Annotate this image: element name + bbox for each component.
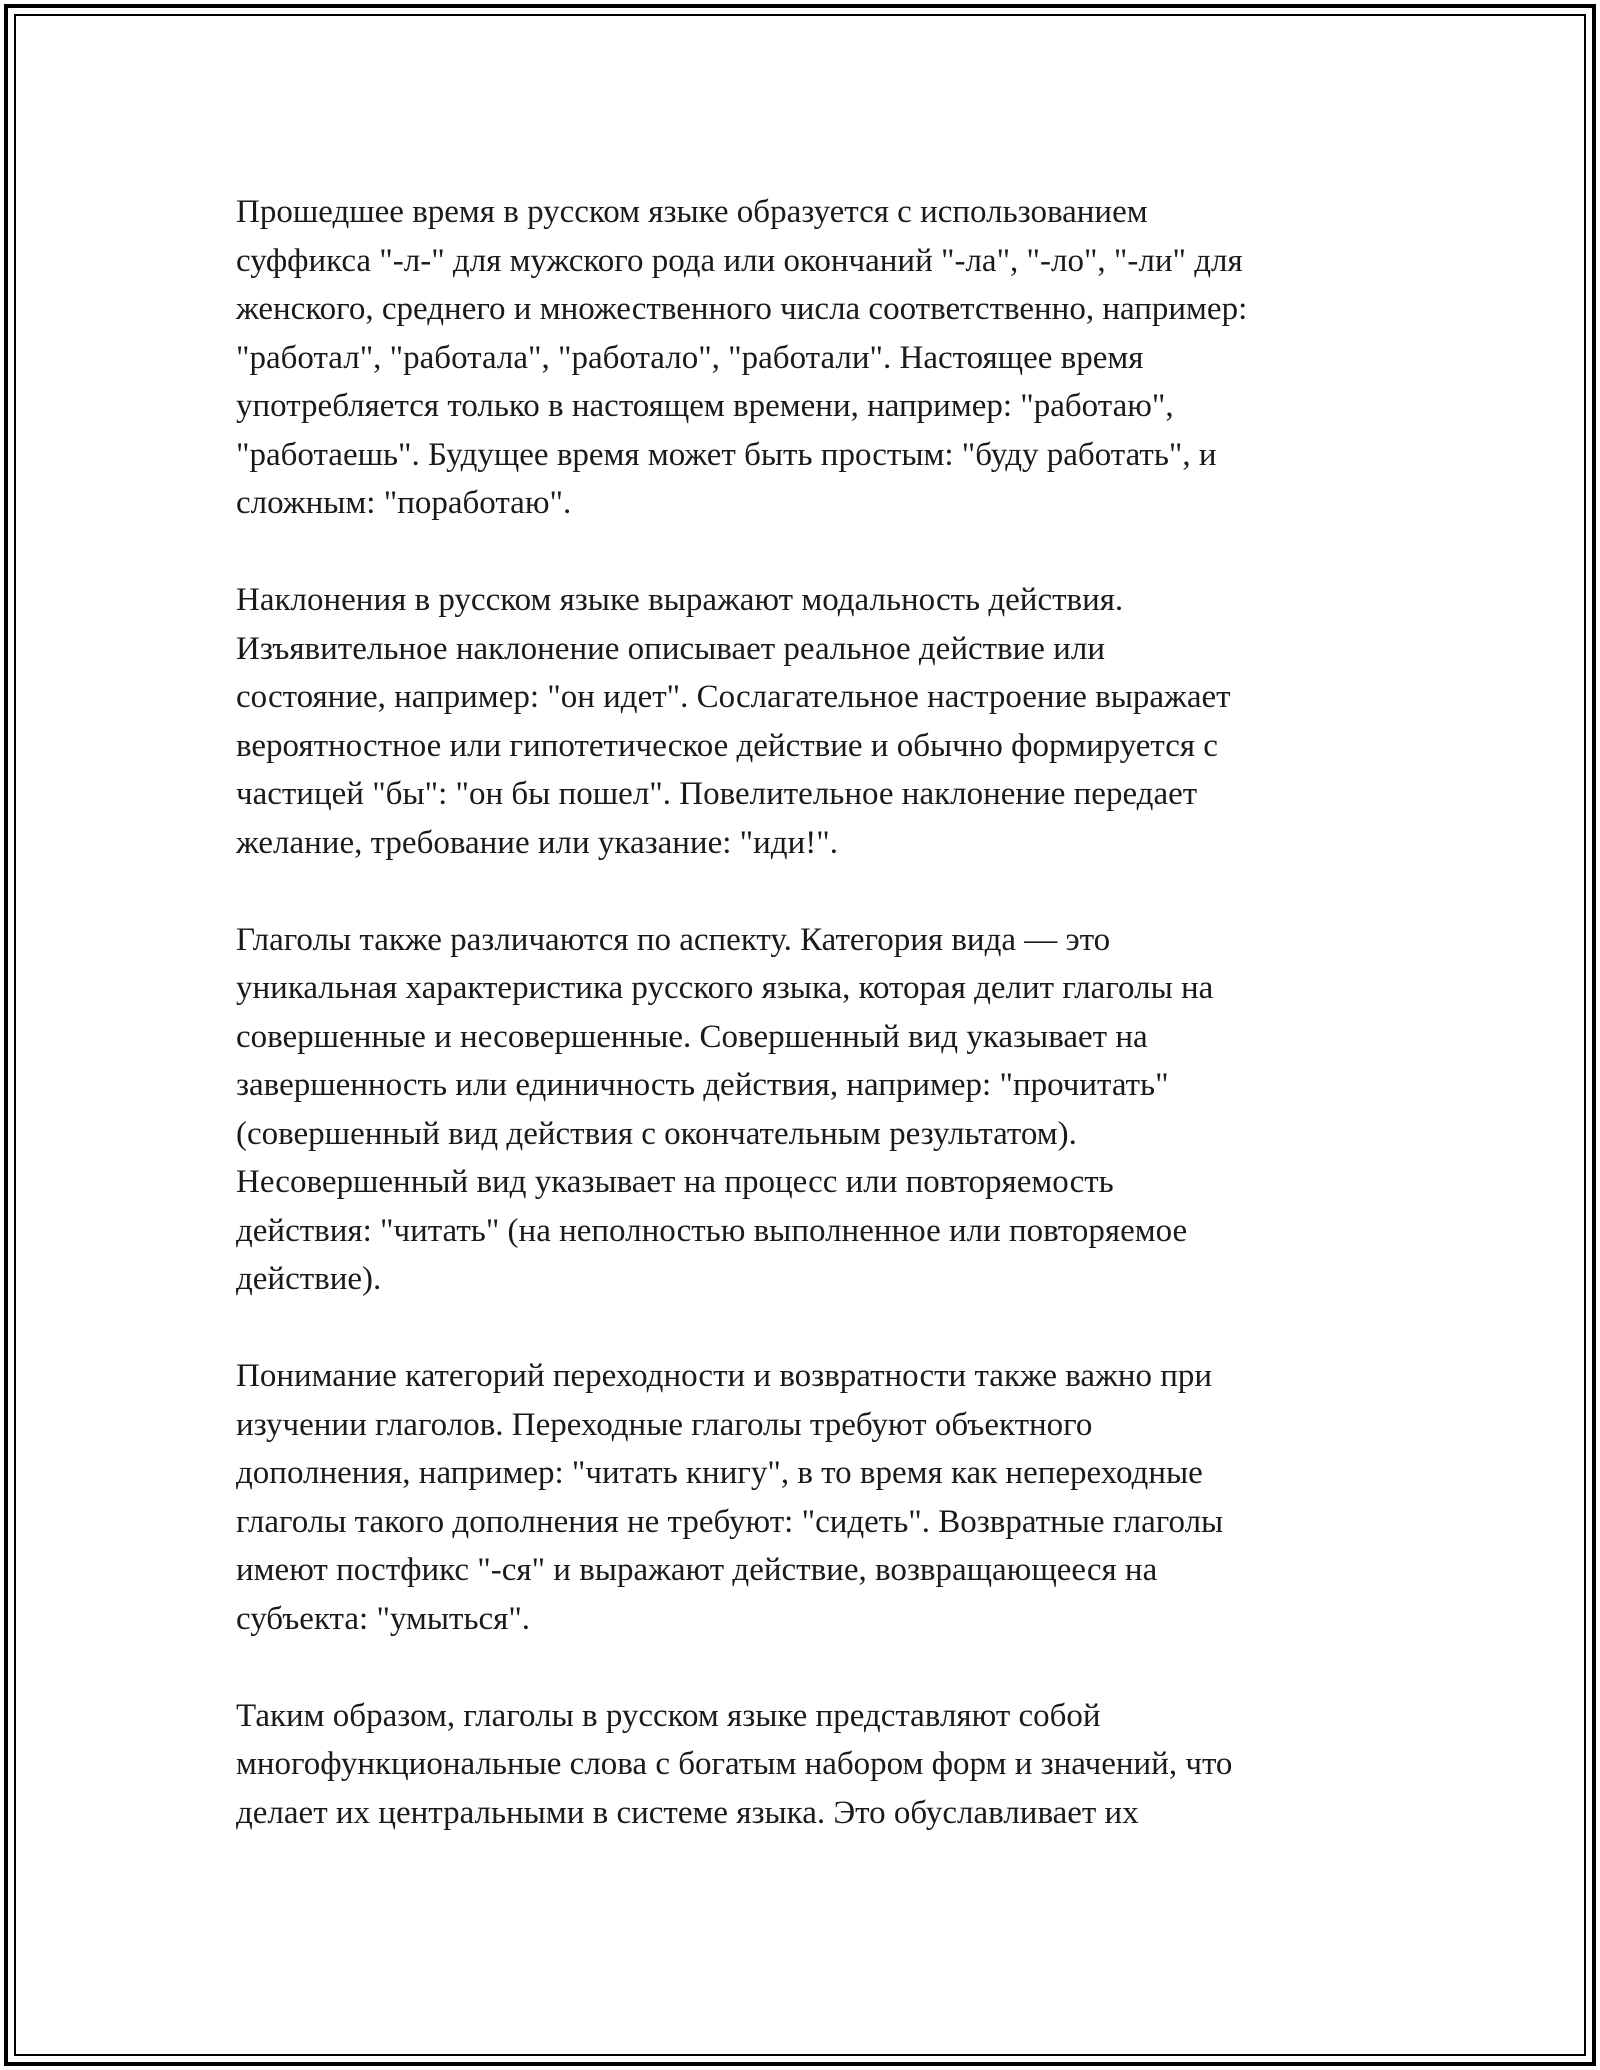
- paragraph-moods: Наклонения в русском языке выражают модальность действия. Изъявительное наклонение описывает реальное действие или состояние, например: "он идет". Сослагательное настроение выражает вероятностное или гипотетическое действие и обычно формируется с частицей "бы": "он бы пошел". Повелительное наклонение передает желание, требование или указание: "иди!".: [236, 582, 1231, 861]
- document-body: [236, 188, 1366, 1886]
- paragraph-transitivity: Понимание категорий переходности и возвратности также важно при изучении глаголов. Переходные глаголы требуют объектного дополнения, например: "читать книгу", в то время как непереходные глаголы такого дополнения не требуют: "сидеть". Возвратные глаголы имеют постфикс "-ся" и выражают действие, возвращающееся на субъекта: "умыться".: [236, 1358, 1224, 1637]
- paragraph-past-tense: Прошедшее время в русском языке образуется с использованием суффикса "-л-" для мужского рода или окончаний "-ла", "-ло", "-ли" для женского, среднего и множественного числа соответственно, например: "работал", "работала", "работало", "работали". Настоящее время употребляется только в настоящем времени, например: "работаю", "работаешь". Будущее время может быть простым: "буду работать", и сложным: "поработаю".: [236, 194, 1248, 521]
- paragraph-aspect: Глаголы также различаются по аспекту. Категория вида — это уникальная характеристика русского языка, которая делит глаголы на совершенные и несовершенные. Совершенный вид указывает на завершенность или единичность действия, например: "прочитать" (совершенный вид действия с окончательным результатом). Несовершенный вид указывает на процесс или повторяемость действия: "читать" (на неполностью выполненное или повторяемое действие).: [236, 921, 1214, 1297]
- paragraph-conclusion: Таким образом, глаголы в русском языке представляют собой многофункциональные слова с богатым набором форм и значений, что делает их центральными в системе языка. Это обуславливает их: [236, 1697, 1233, 1831]
